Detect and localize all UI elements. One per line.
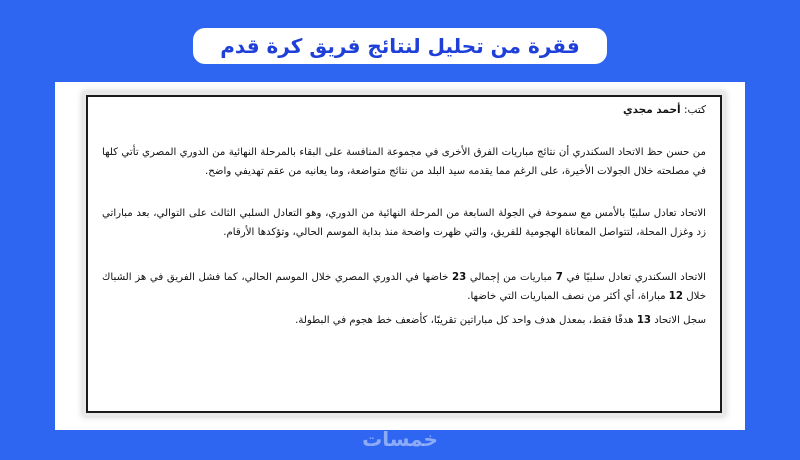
stat-draws: 7 (555, 271, 563, 283)
author-line (102, 101, 706, 121)
document-frame (86, 95, 722, 413)
paragraph-2: الاتحاد تعادل سلبيًا بالأمس مع سموحة في الجولة السابعة من المرحلة النهائية من الدوري، وهو التعادل السلبي الثالث على التوالي، بعد مباراتي زد وغزل المحلة، لتتواصل المعاناة الهجومية للفريق، والتي ظهرت واضحة منذ بداية الموسم الحالي، وتؤكدها الأرقام. (102, 207, 706, 238)
author-name: أحمد مجدي (622, 104, 681, 116)
paragraph-3-text-3: خاضها في الدوري المصري خلال الموسم الحالي، كما فشل الفريق في هز الشباك خلال (102, 271, 706, 302)
paragraph-4-text-2: هدفًا فقط، بمعدل هدف واحد كل مباراتين تقريبًا، كأضعف خط هجوم في البطولة. (295, 314, 637, 326)
stat-scoreless-matches: 12 (668, 291, 683, 302)
paragraph-4-text-1: سجل الاتحاد (651, 314, 706, 326)
paragraph-3-text-1: الاتحاد السكندري تعادل سلبيًا في (562, 271, 706, 283)
stat-goals: 13 (636, 314, 651, 326)
watermark-logo: خمسات (362, 427, 438, 451)
stat-total-matches: 23 (452, 271, 467, 283)
paragraph-3-text-2: مباريات من إجمالي (466, 271, 556, 283)
paragraph-1: من حسن حظ الاتحاد السكندري أن نتائج مباريات الفرق الأخرى في مجموعة المنافسة على البقاء بالمرحلة النهائية من الدوري المصري تأتي كلها في مصلحته خلال الجولات الأخيرة، على الرغم مما يقدمه سيد البلد من نتائج متواضعة، وما يعانيه من عقم تهديفي واضح. (102, 146, 706, 177)
author-label: كتب: (683, 104, 706, 116)
paragraph-3 (102, 268, 706, 307)
paragraph-4 (102, 311, 706, 331)
title-banner (193, 28, 607, 64)
page-title: فقرة من تحليل لنتائج فريق كرة قدم (220, 34, 580, 58)
paragraph-3-text-4: مباراة، أي أكثر من نصف المباريات التي خاضها. (467, 291, 669, 302)
